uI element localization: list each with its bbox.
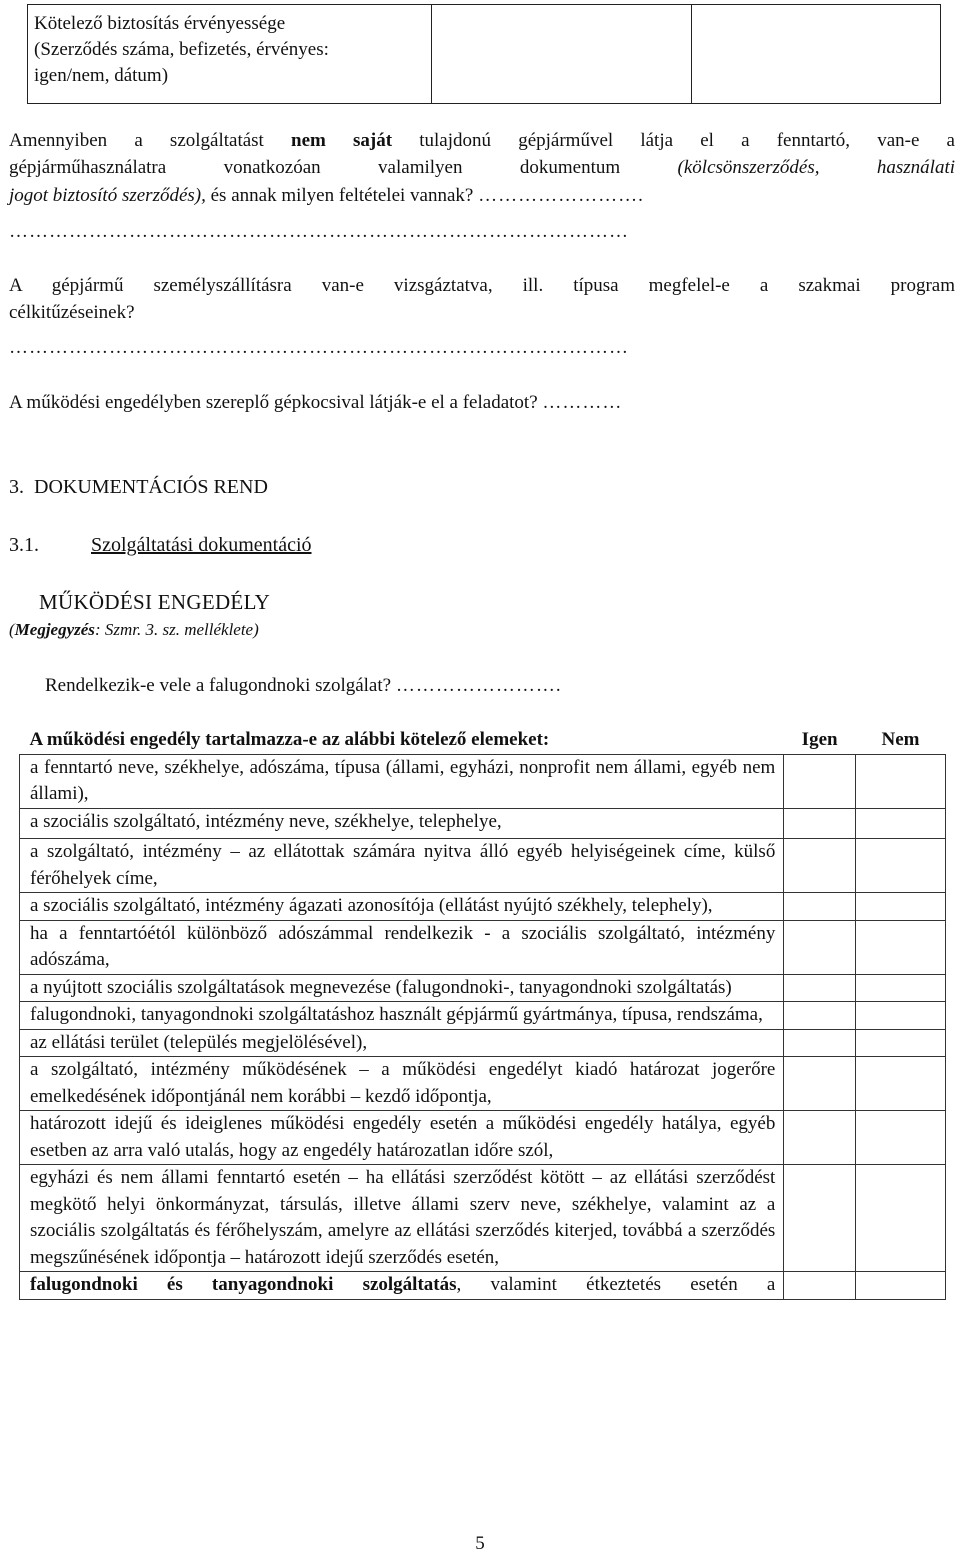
insurance-label-line-3: igen/nem, dátum) — [34, 65, 169, 86]
yes-cell[interactable] — [784, 893, 856, 921]
table-row-text: a szociális szolgáltató, intézmény neve, székhelye, telephelye, — [20, 808, 784, 839]
text-fragment: ( — [9, 620, 15, 639]
text-fragment: Amennyiben a szolgáltatást — [9, 130, 292, 151]
italic-text: jogot biztosító szerződés), — [9, 185, 206, 206]
table-row-text: ha a fenntartóétól különböző adószámmal rendelkezik - a szociális szolgáltató, intézmény adószáma, — [20, 920, 784, 974]
license-vehicle-question — [9, 389, 955, 416]
no-cell[interactable] — [855, 808, 945, 839]
yes-cell[interactable] — [784, 920, 856, 974]
table-row — [20, 1029, 946, 1057]
answer-dots[interactable]: ……………………. — [395, 675, 562, 696]
yes-cell[interactable] — [784, 1111, 856, 1165]
yes-cell[interactable] — [784, 1272, 856, 1300]
table-row-text: a nyújtott szociális szolgáltatások megnevezése (falugondnoki-, tanyagondnoki szolgáltatás) — [20, 974, 784, 1002]
insurance-value-cell-2[interactable] — [692, 5, 941, 104]
yes-cell[interactable] — [784, 754, 856, 808]
table-row — [20, 1002, 946, 1030]
table-row — [20, 839, 946, 893]
insurance-label-line-2: (Szerződés száma, befizetés, érvényes: — [34, 39, 329, 60]
text-fragment: és annak milyen feltételei vannak? — [205, 185, 479, 206]
subsection-title: Szolgáltatási dokumentáció — [91, 534, 312, 556]
no-cell[interactable] — [855, 920, 945, 974]
yes-cell[interactable] — [784, 839, 856, 893]
table-header-yes: Igen — [784, 725, 856, 754]
insurance-label-line-1: Kötelező biztosítás érvényessége — [34, 13, 286, 34]
table-header-row — [20, 725, 946, 754]
table-row — [20, 893, 946, 921]
text-fragment: : Szmr. 3. sz. melléklete) — [94, 620, 259, 639]
inspection-question-line-1: A gépjármű személyszállításra van-e vizsgáztatva, ill. típusa megfelel-e a szakmai program — [9, 275, 955, 296]
page-number: 5 — [475, 1533, 485, 1554]
table-row — [20, 1272, 946, 1300]
yes-cell[interactable] — [784, 974, 856, 1002]
table-row — [20, 808, 946, 839]
no-cell[interactable] — [855, 754, 945, 808]
emphasis-text: falugondnoki és tanyagondnoki szolgáltatás — [30, 1274, 457, 1295]
answer-line[interactable]: ………………………………………………………………………………… — [9, 221, 629, 242]
table-row-text: falugondnoki, tanyagondnoki szolgáltatáshoz használt gépjármű gyártmánya, típusa, rendszáma, — [20, 1002, 784, 1030]
text-fragment: gépjárműhasználatra vonatkozóan valamilyen dokumentum — [9, 157, 678, 178]
subsection-number: 3.1. — [9, 534, 39, 556]
no-cell[interactable] — [855, 1111, 945, 1165]
no-cell[interactable] — [855, 1029, 945, 1057]
italic-text: (kölcsönszerződés, használati — [677, 157, 955, 178]
table-row-text: határozott idejű és ideiglenes működési engedély esetén a működési engedély hatálya, egyéb esetben az arra való utalás, hogy az engedély határozatlan időre szól, — [20, 1111, 784, 1165]
operating-license-question — [45, 672, 955, 699]
table-row — [20, 1165, 946, 1272]
emphasis-text: nem saját — [291, 130, 393, 151]
table-row — [20, 754, 946, 808]
table-row — [20, 1057, 946, 1111]
no-cell[interactable] — [855, 1002, 945, 1030]
text-fragment: Rendelkezik-e vele a falugondnoki szolgálat? — [45, 675, 396, 696]
section-heading: 3. DOKUMENTÁCIÓS REND — [9, 476, 268, 498]
table-header-question: A működési engedély tartalmazza-e az alábbi kötelező elemeket: — [20, 725, 784, 754]
vehicle-question-line-2 — [9, 154, 955, 181]
text-fragment: , valamint étkeztetés esetén a — [456, 1274, 776, 1295]
no-cell[interactable] — [855, 1057, 945, 1111]
table-row — [20, 1111, 946, 1165]
table-row-text: egyházi és nem állami fenntartó esetén ‒ ha ellátási szerződést kötött ‒ az ellátási szerződést megkötő helyi önkormányzat, társulás, illetve állami szerv neve, székhelye, valamint az a szociális szolgáltatás és férőhelyszám, amelyre az ellátási szerződés kiterjed, továbbá a szerződés megszűnésének időpontja ‒ határozott idejű szerződés esetén, — [20, 1165, 784, 1272]
table-header-no: Nem — [855, 725, 945, 754]
answer-dots[interactable]: ……………………. — [478, 185, 644, 206]
no-cell[interactable] — [855, 839, 945, 893]
text-fragment: A működési engedélyben szereplő gépkocsival látják-e el a feladatot? — [9, 392, 543, 413]
insurance-validity-label — [28, 5, 432, 104]
license-elements-table — [19, 725, 946, 1300]
operating-license-title: MŰKÖDÉSI ENGEDÉLY — [39, 590, 271, 614]
yes-cell[interactable] — [784, 1057, 856, 1111]
operating-license-note — [9, 616, 259, 643]
table-row-text: a szolgáltató, intézmény működésének ‒ a működési engedélyt kiadó határozat jogerőre emelkedésének időpontjánál nem korábbi ‒ kezdő időpontja, — [20, 1057, 784, 1111]
vehicle-question-line-1 — [9, 127, 955, 154]
answer-dots[interactable]: ………… — [542, 392, 623, 413]
inspection-question-line-2: célkitűzéseinek? — [9, 302, 135, 323]
vehicle-question-line-3 — [9, 182, 955, 209]
no-cell[interactable] — [855, 893, 945, 921]
table-row-text: az ellátási terület (település megjelölésével), — [20, 1029, 784, 1057]
no-cell[interactable] — [855, 1272, 945, 1300]
table-row — [20, 974, 946, 1002]
insurance-value-cell-1[interactable] — [432, 5, 692, 104]
table-row-text: a szociális szolgáltató, intézmény ágazati azonosítója (ellátást nyújtó székhely, telephely), — [20, 893, 784, 921]
note-label: Megjegyzés — [14, 620, 95, 639]
table-row-text: a fenntartó neve, székhelye, adószáma, típusa (állami, egyházi, nonprofit nem állami, egyéb nem állami), — [20, 754, 784, 808]
table-row — [20, 920, 946, 974]
text-fragment: tulajdonú gépjárművel látja el a fenntartó, van-e a — [392, 130, 955, 151]
insurance-validity-table — [27, 4, 941, 104]
table-row-text — [20, 1272, 784, 1300]
yes-cell[interactable] — [784, 1029, 856, 1057]
yes-cell[interactable] — [784, 808, 856, 839]
no-cell[interactable] — [855, 974, 945, 1002]
table-row-text: a szolgáltató, intézmény ‒ az ellátottak számára nyitva álló egyéb helyiségeinek címe, külső férőhelyek címe, — [20, 839, 784, 893]
answer-line[interactable]: ………………………………………………………………………………… — [9, 337, 629, 358]
no-cell[interactable] — [855, 1165, 945, 1272]
yes-cell[interactable] — [784, 1002, 856, 1030]
yes-cell[interactable] — [784, 1165, 856, 1272]
